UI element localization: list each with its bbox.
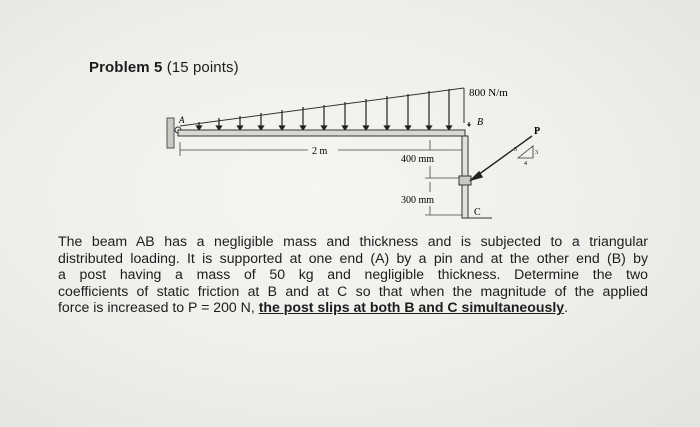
slope-3: 3 [535, 150, 538, 156]
slope-5: 5 [514, 147, 517, 153]
label-b: B [477, 117, 484, 128]
problem-number: Problem 5 [89, 59, 163, 76]
problem-statement [58, 233, 648, 316]
label-c: C [474, 207, 481, 218]
slope-triangle [518, 146, 533, 158]
dim-300-label: 300 mm [401, 195, 435, 206]
label-p: P [534, 126, 541, 137]
beam-ab [178, 130, 465, 136]
statement-line-4: coefficients of static friction at B and at C so that when the magnitude of the applied [58, 282, 648, 299]
statement-line-2: distributed loading. It is supported at one end (A) by a pin and at the other end (B) by [58, 249, 648, 266]
collar [459, 176, 471, 185]
statement-line-5-text: force is increased to P = 200 N, [58, 299, 259, 316]
load-envelope-line [180, 88, 464, 126]
slope-4: 4 [524, 161, 527, 167]
dim-400-label: 400 mm [401, 154, 435, 165]
statement-line-3: a post having a mass of 50 kg and negligible thickness. Determine the two [58, 266, 648, 283]
emphasized-condition: the post slips at both B and C simultaneously [258, 299, 565, 316]
dim-2m-label: 2 m [312, 146, 328, 157]
statement-line-1: The beam AB has a negligible mass and thickness and is subjected to a triangular [58, 233, 648, 249]
load-intensity-label: 800 N/m [469, 87, 508, 99]
statement-end: . [564, 299, 569, 316]
problem-points: (15 points) [162, 59, 239, 76]
statement-line-5 [58, 299, 648, 316]
label-a: A [179, 115, 185, 125]
